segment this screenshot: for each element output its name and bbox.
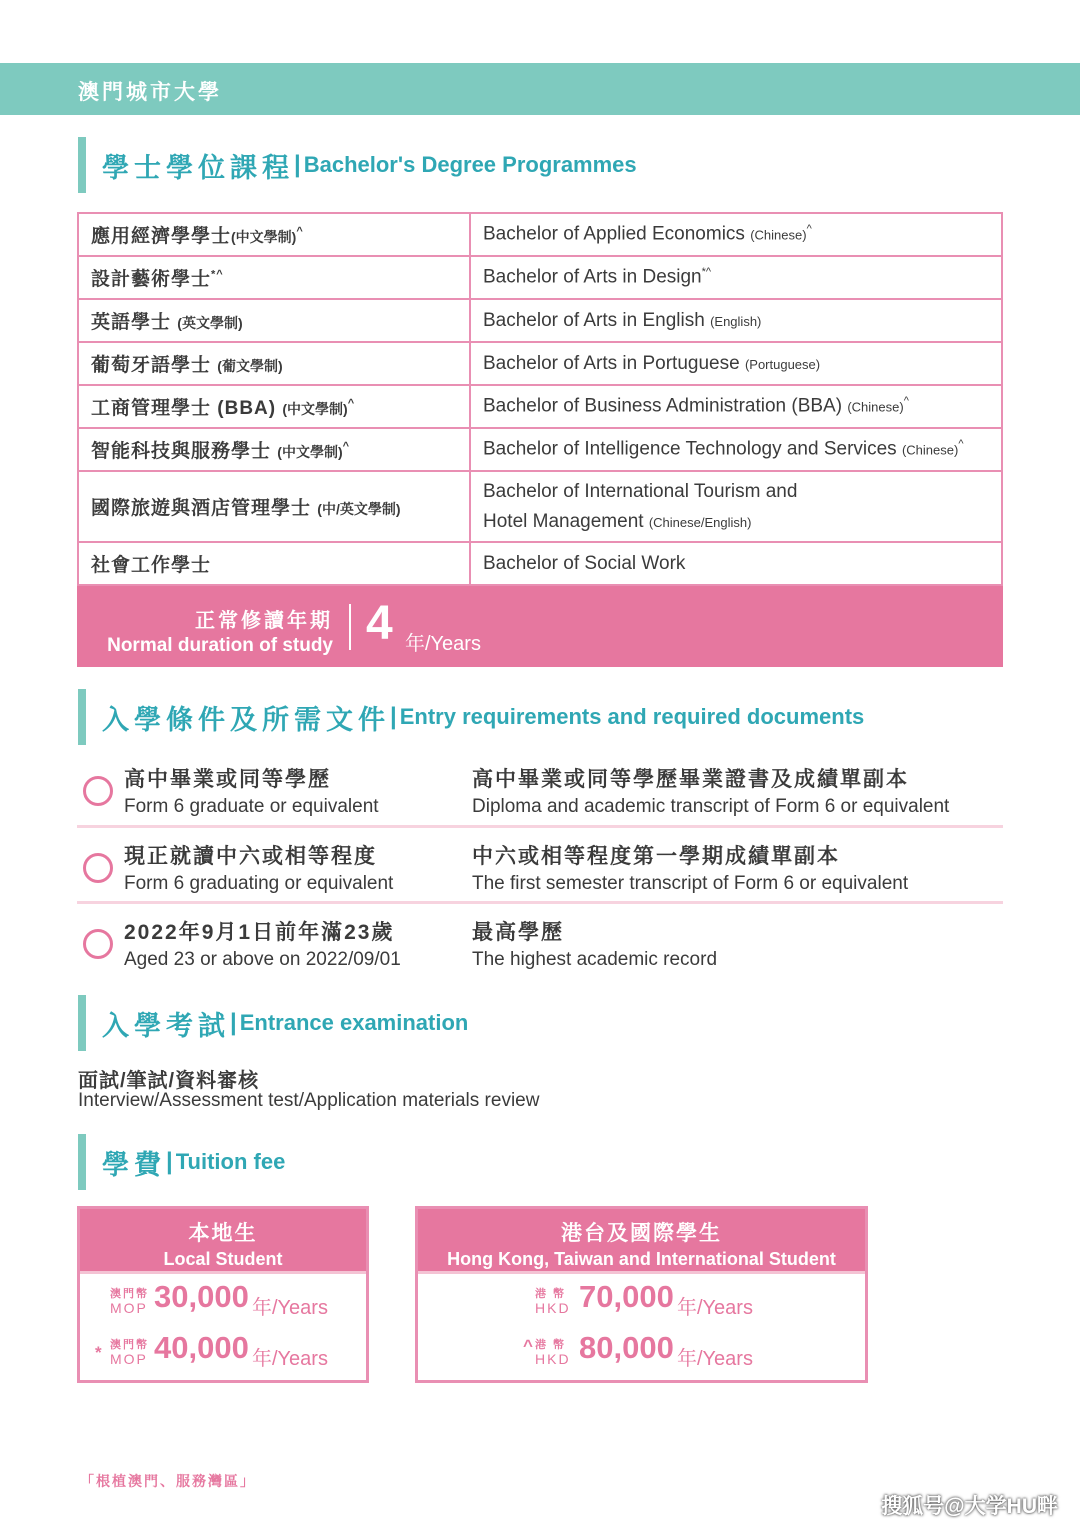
programme-en: Bachelor of Arts in Design <box>483 266 702 288</box>
document-en: The first semester transcript of Form 6 or equivalent <box>472 873 909 894</box>
programme-zh: 智能科技與服務學士 <box>91 441 272 462</box>
table-row <box>78 471 1002 542</box>
row-divider <box>77 825 1003 828</box>
section-title-en: Entry requirements and required documents <box>399 704 865 729</box>
section-title-en: Tuition fee <box>175 1149 286 1174</box>
programme-zh: 設計藝術學士 <box>91 269 212 290</box>
list-item <box>77 840 1003 910</box>
fee-card-title-zh: 港台及國際學生 <box>561 1222 722 1245</box>
programme-zh-note: (中/英文學制) <box>317 501 401 517</box>
condition-en: Form 6 graduate or equivalent <box>124 796 379 817</box>
section-exam-heading <box>78 995 1018 1051</box>
document-en: The highest academic record <box>472 949 718 970</box>
programme-en-mark: *^ <box>701 266 712 279</box>
programme-zh: 工商管理學士 (BBA) <box>91 398 277 419</box>
programme-zh-mark: *^ <box>211 268 224 281</box>
fee-unit: 年/Years <box>252 1297 328 1319</box>
fee-unit: 年/Years <box>252 1348 328 1370</box>
circle-bullet-icon <box>83 776 113 806</box>
programme-zh-note: (英文學制) <box>177 315 243 331</box>
duration-unit: 年/Years <box>405 633 481 655</box>
section-title-zh: 入學條件及所需文件 <box>102 704 390 735</box>
programme-en: Bachelor of Social Work <box>483 552 686 574</box>
currency-zh: 港 幣 <box>535 1288 567 1300</box>
title-separator: | <box>166 1148 173 1175</box>
fee-card-title-en: Hong Kong, Taiwan and International Student <box>447 1249 836 1269</box>
table-row <box>78 342 1002 385</box>
table-row <box>78 299 1002 342</box>
condition-en: Aged 23 or above on 2022/09/01 <box>124 949 401 970</box>
document-zh: 中六或相等程度第一學期成績單副本 <box>472 845 840 868</box>
table-row <box>78 213 1002 256</box>
programme-en-mark: ^ <box>806 223 812 236</box>
fee-amount: 80,000 <box>579 1330 674 1365</box>
title-separator: | <box>390 703 397 730</box>
circle-bullet-icon <box>83 929 113 959</box>
programme-zh-note: (中文學制) <box>231 229 297 245</box>
programme-zh-note: (葡文學制) <box>217 358 283 374</box>
programme-en-mark: ^ <box>903 395 909 408</box>
section-title-en: Bachelor's Degree Programmes <box>303 152 637 177</box>
programme-en: Bachelor of Business Administration (BBA) <box>483 395 843 417</box>
row-divider <box>77 901 1003 904</box>
programme-en: Bachelor of International Tourism and <box>483 480 798 502</box>
table-row <box>78 542 1002 585</box>
duration-value: 4 <box>366 597 393 650</box>
programme-zh-mark: ^ <box>342 440 351 453</box>
programme-en-mark: ^ <box>958 438 964 451</box>
footer-motto: 「根植澳門、服務灣區」 <box>80 1473 256 1489</box>
university-name: 澳門城市大學 <box>78 81 222 104</box>
programme-en-note: (Chinese) <box>750 227 807 243</box>
duration-label-en: Normal duration of study <box>107 635 333 656</box>
fee-card-local <box>77 1206 369 1383</box>
programme-en: Bachelor of Arts in English <box>483 309 705 331</box>
programme-en-note: (English) <box>710 313 762 329</box>
section-tuition-heading <box>78 1134 1018 1190</box>
fee-card-international <box>415 1206 868 1383</box>
section-title-zh: 入學考試 <box>102 1010 230 1041</box>
programme-zh: 應用經濟學學士 <box>91 226 232 247</box>
document-en: Diploma and academic transcript of Form 6 or equivalent <box>472 796 950 817</box>
header-bar <box>0 63 1080 115</box>
currency-zh: 澳門幣 <box>110 1288 149 1300</box>
programme-zh: 社會工作學士 <box>91 555 212 576</box>
watermark: 搜狐号@大学HU畔 <box>881 1495 1058 1518</box>
list-item <box>77 916 1003 986</box>
programme-zh: 英語學士 <box>91 312 172 333</box>
programme-table <box>77 212 1003 586</box>
title-separator: | <box>230 1009 237 1036</box>
fee-amount: 30,000 <box>154 1279 249 1314</box>
fee-mark: ^ <box>523 1336 533 1355</box>
section-title-en: Entrance examination <box>239 1010 469 1035</box>
section-entry-heading <box>78 689 1018 745</box>
fee-unit: 年/Years <box>677 1348 753 1370</box>
section-title-zh: 學費 <box>102 1149 166 1180</box>
programme-en-line2: Hotel Management <box>483 510 644 532</box>
fee-card-title-zh: 本地生 <box>188 1222 258 1245</box>
currency-en: HKD <box>535 1351 571 1367</box>
fee-mark: * <box>95 1343 102 1362</box>
duration-divider <box>349 604 351 650</box>
programme-en-note: (Chinese/English) <box>648 514 752 530</box>
title-separator: | <box>294 151 301 178</box>
condition-en: Form 6 graduating or equivalent <box>124 873 394 894</box>
table-row <box>78 428 1002 471</box>
document-zh: 最高學歷 <box>472 921 564 944</box>
programme-en: Bachelor of Applied Economics <box>483 223 745 245</box>
currency-en: MOP <box>110 1300 148 1316</box>
section-bachelor-heading <box>78 137 1018 193</box>
programme-en-note: (Chinese) <box>847 399 904 415</box>
table-row <box>78 256 1002 299</box>
currency-en: HKD <box>535 1300 571 1316</box>
fee-amount: 70,000 <box>579 1279 674 1314</box>
document-zh: 高中畢業或同等學歷畢業證書及成績單副本 <box>472 768 909 791</box>
programme-zh: 葡萄牙語學士 <box>91 355 212 376</box>
fee-amount: 40,000 <box>154 1330 249 1365</box>
condition-zh: 2022年9月1日前年滿23歲 <box>124 921 395 944</box>
condition-zh: 現正就讀中六或相等程度 <box>124 845 377 868</box>
condition-zh: 高中畢業或同等學歷 <box>124 768 331 791</box>
list-item <box>77 763 1003 833</box>
circle-bullet-icon <box>83 853 113 883</box>
programme-en: Bachelor of Arts in Portuguese <box>483 352 740 374</box>
duration-banner <box>77 586 1003 667</box>
currency-zh: 港 幣 <box>535 1339 567 1351</box>
currency-en: MOP <box>110 1351 148 1367</box>
programme-zh-note: (中文學制) <box>277 444 343 460</box>
programme-en-note: (Chinese) <box>901 442 959 458</box>
exam-text-en: Interview/Assessment test/Application materials review <box>78 1090 540 1111</box>
programme-zh-mark: ^ <box>296 225 304 238</box>
programme-zh-mark: ^ <box>347 397 356 410</box>
programme-en: Bachelor of Intelligence Technology and Services <box>483 438 897 460</box>
fee-card-title-en: Local Student <box>163 1249 283 1269</box>
exam-text-zh: 面試/筆試/資料審核 <box>78 1070 260 1092</box>
currency-zh: 澳門幣 <box>110 1339 149 1351</box>
fee-unit: 年/Years <box>677 1297 753 1319</box>
table-row <box>78 385 1002 428</box>
programme-zh: 國際旅遊與酒店管理學士 <box>91 498 312 519</box>
section-title-zh: 學士學位課程 <box>102 152 294 183</box>
duration-label-zh: 正常修讀年期 <box>195 610 333 632</box>
programme-zh-note: (中文學制) <box>282 401 348 417</box>
programme-en-note: (Portuguese) <box>744 356 821 372</box>
